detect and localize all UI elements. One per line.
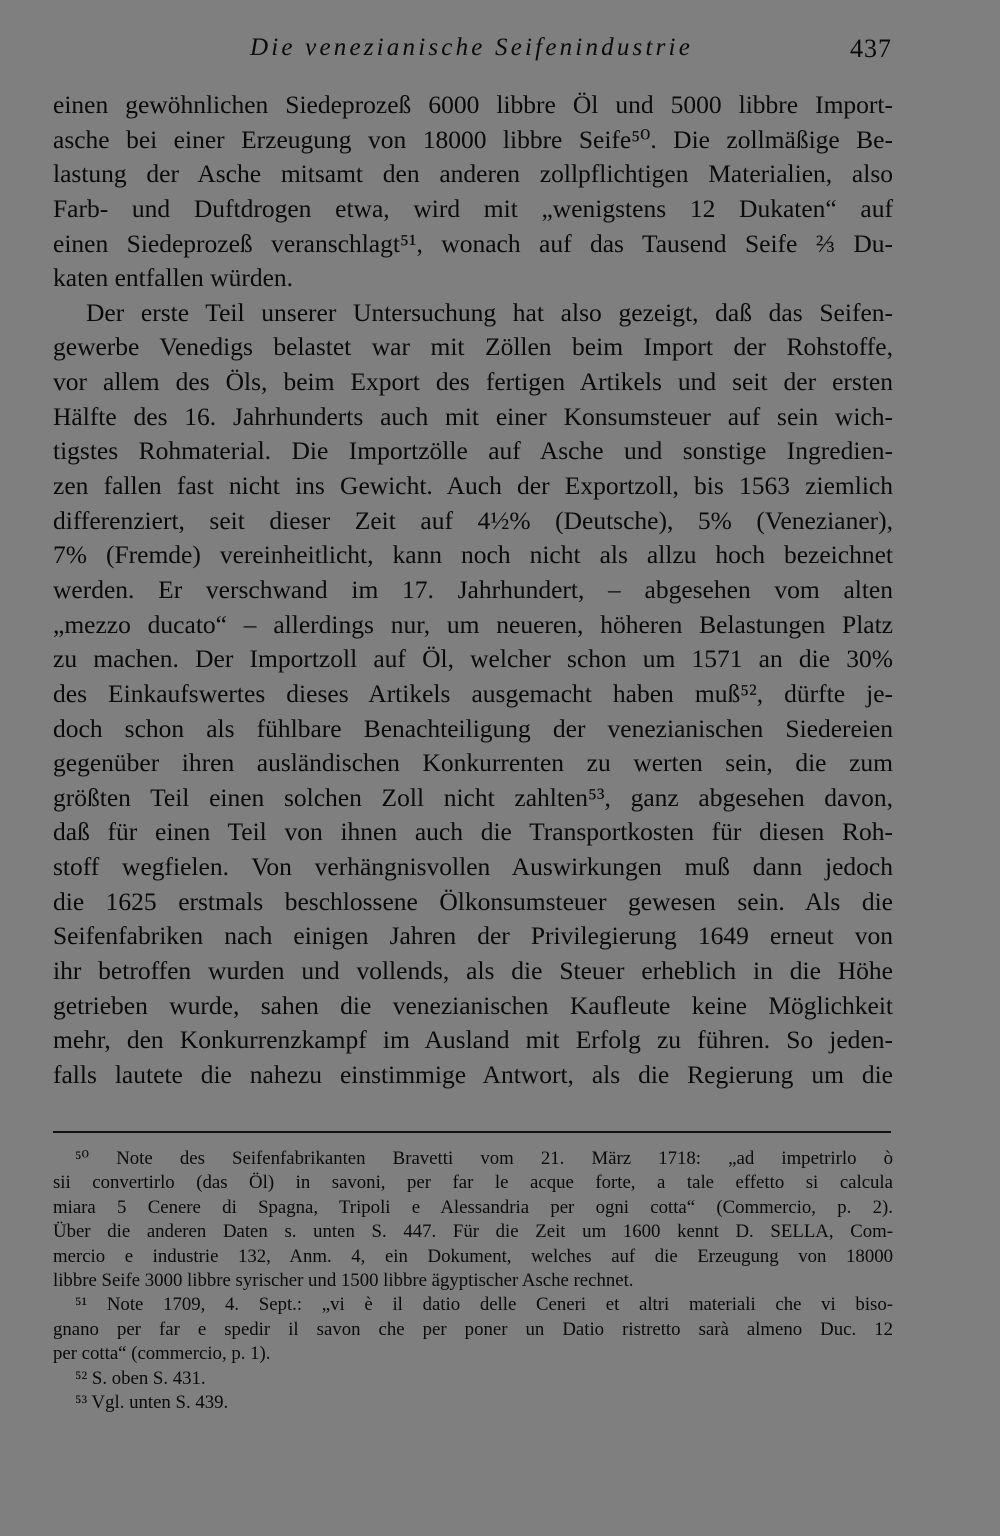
- body-line: stoff wegfielen. Von verhängnisvollen Auswirkungen muß dann jedoch: [53, 852, 893, 882]
- footnote-line: ⁵³ Vgl. unten S. 439.: [75, 1391, 229, 1413]
- body-line: einen gewöhnlichen Siedeprozeß 6000 libbre Öl und 5000 libbre Import-: [53, 90, 893, 119]
- body-line: daß für einen Teil von ihnen auch die Transportkosten für diesen Roh-: [53, 817, 893, 847]
- body-line: größten Teil einen solchen Zoll nicht zahlten⁵³, ganz abgesehen davon,: [53, 782, 893, 812]
- body-line: zen fallen fast nicht ins Gewicht. Auch der Exportzoll, bis 1563 ziemlich: [53, 471, 893, 501]
- body-line: gewerbe Venedigs belastet war mit Zöllen beim Import der Rohstoffe,: [53, 332, 893, 362]
- body-line: doch schon als fühlbare Benachteiligung der venezianischen Siedereien: [53, 713, 893, 743]
- body-line: Seifenfabriken nach einigen Jahren der Privilegierung 1649 erneut von: [53, 921, 893, 951]
- footnote-line: mercio e industrie 132, Anm. 4, ein Dokument, welches auf die Erzeugung von 18000: [53, 1245, 893, 1267]
- body-line: „mezzo ducato“ – allerdings nur, um neueren, höheren Belastungen Platz: [53, 609, 893, 639]
- body-line: werden. Er verschwand im 17. Jahrhundert, – abgesehen vom alten: [53, 574, 893, 604]
- body-line: einen Siedeprozeß veranschlagt⁵¹, wonach auf das Tausend Seife ⅔ Du-: [53, 228, 893, 258]
- body-line: ihr betroffen wurden und vollends, als die Steuer erheblich in die Höhe: [53, 956, 893, 986]
- running-header: [0, 32, 1000, 72]
- body-line: lastung der Asche mitsamt den anderen zollpflichtigen Materialien, also: [53, 159, 893, 189]
- footnote-line: libbre Seife 3000 libbre syrischer und 1500 libbre ägyptischer Asche rechnet.: [53, 1269, 634, 1291]
- footnote-line: ⁵² S. oben S. 431.: [75, 1367, 206, 1389]
- running-title: Die venezianische Seifenindustrie: [250, 34, 694, 61]
- body-line: differenziert, seit dieser Zeit auf 4½% (Deutsche), 5% (Venezianer),: [53, 505, 893, 535]
- body-line: gegenüber ihren ausländischen Konkurrenten zu werten sein, die zum: [53, 748, 893, 778]
- footnote-line: sii convertirlo (das Öl) in savoni, per far le acque forte, a tale effetto si calcula: [53, 1172, 893, 1194]
- body-line: mehr, den Konkurrenzkampf im Ausland mit Erfolg zu führen. So jeden-: [53, 1025, 893, 1055]
- body-line: vor allem des Öls, beim Export des fertigen Artikels und seit der ersten: [53, 367, 893, 397]
- footnote-line: Über die anderen Daten s. unten S. 447. Für die Zeit um 1600 kennt D. SELLA, Com-: [53, 1221, 893, 1243]
- footnote-line: per cotta“ (commercio, p. 1).: [53, 1343, 271, 1365]
- body-line: zu machen. Der Importzoll auf Öl, welcher schon um 1571 an die 30%: [53, 644, 893, 674]
- body-line: tigstes Rohmaterial. Die Importzölle auf Asche und sonstige Ingredien-: [53, 436, 893, 466]
- footnotes: [53, 1147, 893, 1415]
- page-number: 437: [850, 34, 892, 63]
- body-line: falls lautete die nahezu einstimmige Antwort, als die Regierung um die: [53, 1059, 893, 1089]
- footnote-line: ⁵¹ Note 1709, 4. Sept.: „vi è il datio delle Ceneri et altri materiali che vi biso-: [75, 1294, 893, 1316]
- footnote-divider: [53, 1131, 891, 1133]
- footnote-line: miara 5 Cenere di Spagna, Tripoli e Alessandria per ogni cotta“ (Commercio, p. 2).: [53, 1196, 893, 1218]
- body-line: 7% (Fremde) vereinheitlicht, kann noch nicht als allzu hoch bezeichnet: [53, 540, 893, 570]
- footnote-line: ⁵⁰ Note des Seifenfabrikanten Bravetti vom 21. März 1718: „ad impetrirlo ò: [75, 1148, 893, 1169]
- body-line: Hälfte des 16. Jahrhunderts auch mit einer Konsumsteuer auf sein wich-: [53, 401, 893, 431]
- body-line: getrieben wurde, sahen die venezianischen Kaufleute keine Möglichkeit: [53, 990, 893, 1020]
- body-line: die 1625 erstmals beschlossene Ölkonsumsteuer gewesen sein. Als die: [53, 886, 893, 916]
- body-line: des Einkaufswertes dieses Artikels ausgemacht haben muß⁵², dürfte je-: [53, 678, 893, 708]
- body-line: asche bei einer Erzeugung von 18000 libbre Seife⁵⁰. Die zollmäßige Be-: [53, 124, 893, 154]
- body-text: [53, 88, 893, 1093]
- footnote-line: gnano per far e spedir il savon che per poner un Datio ristretto sarà almeno Duc. 12: [53, 1318, 893, 1340]
- body-line: katen entfallen würden.: [53, 263, 294, 293]
- body-line: Farb- und Duftdrogen etwa, wird mit „wenigstens 12 Dukaten“ auf: [53, 193, 893, 223]
- body-line: Der erste Teil unserer Untersuchung hat also gezeigt, daß das Seifen-: [86, 297, 893, 327]
